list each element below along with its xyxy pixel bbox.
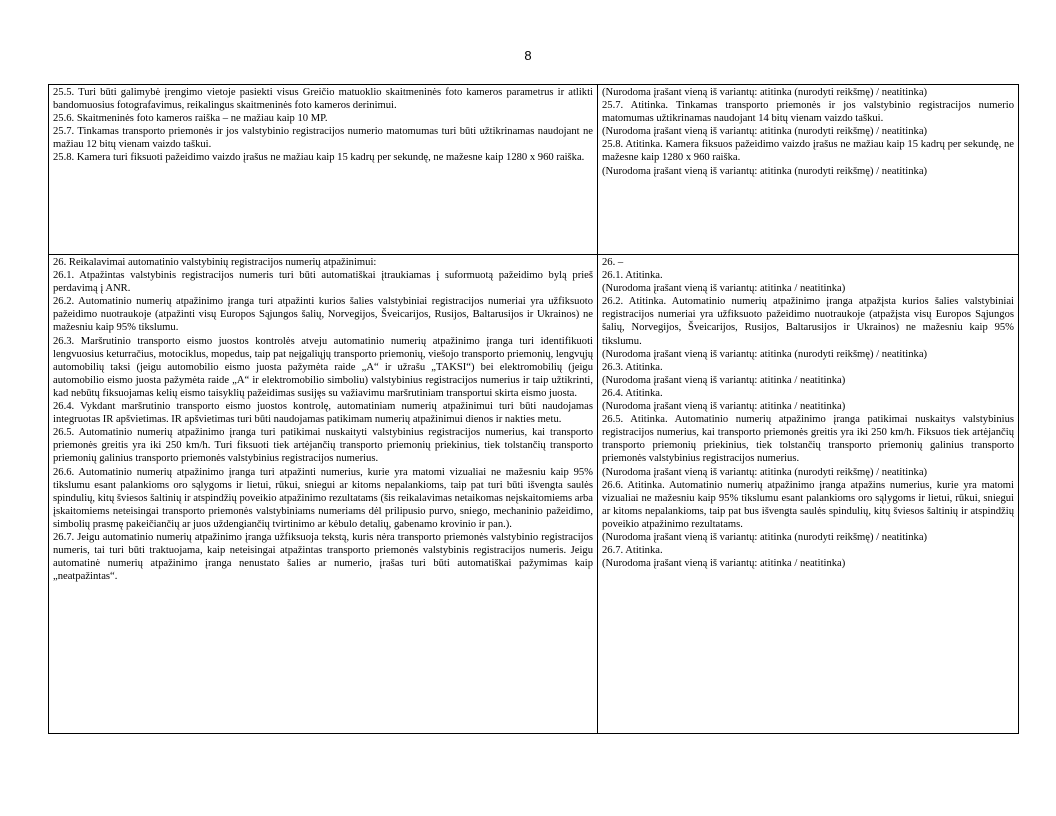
paragraph: 26.3. Maršrutinio transporto eismo juostos kontrolės atveju automatinio numerių atpažinimo įranga turi identifikuoti lengvuosius keturračius, motociklus, mopedus, taip pat neįgaliųjų transporto priemonių, viešojo transporto priemonių, lengvųjų automobilių taksi (jeigu automobilio eismo juosta pažymėta raide „A“ ir užrašu „TAKSI“) bei elektromobilių (jeigu automobilio eismo juosta pažymėta raide „A“ ir elektromobilio simboliu) valstybinius registracijos numerius ir taip užtikrinti, kad nebūtų fiksuojamas kelių eismo taisyklių pažeidimas susijęs su važiavimu maršrutiniam transportui skirta eismo juosta. — [53, 335, 593, 399]
paragraph: 26. – — [602, 257, 624, 268]
paragraph: (Nurodoma įrašant vieną iš variantų: atitinka (nurodyti reikšmę) / neatitinka) — [602, 126, 928, 138]
paragraph: (Nurodoma įrašant vieną iš variantų: atitinka / neatitinka) — [602, 283, 846, 295]
paragraph: 25.6. Skaitmeninės foto kameros raiška – ne mažiau kaip 10 MP. — [53, 113, 328, 125]
paragraph: 26.3. Atitinka. — [602, 361, 663, 373]
table-row — [49, 255, 1019, 734]
paragraph: 26.7. Jeigu automatinio numerių atpažinimo įranga užfiksuoja tekstą, kuris nėra transporto priemonės valstybinio registracijos numeris, tai turi būti traktuojama, kaip neteisingai atpažintas transporto priemonės valstybinis registracijos numeris. Jeigu automatinė numerių atpažinimo įranga nenustato šalies ar numerio, įrašas turi būti automatiškai pažymimas kaip „neatpažintas“. — [53, 531, 593, 583]
paragraph: 26. Reikalavimai automatinio valstybinių registracijos numerių atpažinimui: — [53, 257, 377, 268]
paragraph: 26.1. Atitinka. — [602, 270, 663, 282]
paragraph: 26.2. Automatinio numerių atpažinimo įranga turi atpažinti kurios šalies valstybiniai registracijos numeriai yra užfiksuoto pažeidimo nuotraukoje (atpažinti visų Europos Sąjungos šalių, Norvegijos, Šveicarijos, Rusijos, Baltarusijos ir Ukrainos) ne mažesniu kaip 95% tikslumu. — [53, 296, 593, 334]
paragraph: 26.4. Vykdant maršrutinio transporto eismo juostos kontrolę, automatiniam numerių atpažinimui turi būti naudojamas integruotas IR apšvietimas. IR apšvietimas turi būti naudojamas patikimam numerių atpažinimui dienos ir nakties metu. — [53, 401, 593, 426]
paragraph: 26.4. Atitinka. — [602, 387, 663, 399]
paragraph: 26.7. Atitinka. — [602, 545, 663, 557]
paragraph: 25.8. Atitinka. Kamera fiksuos pažeidimo vaizdo įrašus ne mažiau kaip 15 kadrų per sekundę, ne mažesne kaip 1280 x 960 raiška. — [602, 139, 1014, 164]
paragraph: 25.8. Kamera turi fiksuoti pažeidimo vaizdo įrašus ne mažiau kaip 15 kadrų per sekundę, ne mažesne kaip 1280 x 960 raiška. — [53, 152, 585, 164]
paragraph: 26.5. Automatinio numerių atpažinimo įranga turi patikimai nuskaityti valstybinius registracijos numerius, kai transporto priemonės greitis yra iki 250 km/h. Turi fiksuoti tiek artėjančių transporto priemonių priekinius, tiek tolstančių transporto priemonių galinius transporto priemonės valstybinius registracijos numerius. — [53, 427, 593, 465]
paragraph: (Nurodoma įrašant vieną iš variantų: atitinka / neatitinka) — [602, 401, 846, 413]
paragraph: (Nurodoma įrašant vieną iš variantų: atitinka (nurodyti reikšmę) / neatitinka) — [602, 531, 928, 543]
paragraph: (Nurodoma įrašant vieną iš variantų: atitinka (nurodyti reikšmę) / neatitinka) — [602, 87, 928, 98]
paragraph: (Nurodoma įrašant vieną iš variantų: atitinka / neatitinka) — [602, 558, 846, 570]
paragraph: (Nurodoma įrašant vieną iš variantų: atitinka (nurodyti reikšmę) / neatitinka) — [602, 348, 928, 360]
compliance-cell — [598, 85, 1019, 255]
paragraph: 26.5. Atitinka. Automatinio numerių atpažinimo įranga patikimai nuskaitys valstybinius registracijos numerius, kai transporto priemonės greitis yra iki 250 km/h. Fiksuos tiek artėjančių transporto priemonių priekinius, tiek tolstančių transporto priemonių galinius transporto priemonės valstybinius registracijos numerius. — [602, 414, 1014, 465]
table-row — [49, 85, 1019, 255]
paragraph: 25.5. Turi būti galimybė įrengimo vietoje pasiekti visus Greičio matuoklio skaitmeninės foto kameros parametrus ir atlikti bandomuosius fotografavimus, reikalingus skaitmeninės foto kameros derinimui. — [53, 87, 593, 112]
paragraph: 26.6. Automatinio numerių atpažinimo įranga turi atpažinti numerius, kurie yra matomi vizualiai ne mažesniu kaip 95% tikslumu esant palankioms oro sąlygoms ir lietui, rūkui, sniegui ar kitoms nepalankioms, taip pat turi būti išvengta saulės spindulių, kitų šviesos šaltinių ir atspindžių poveikio atpažinimo rezultatams (šis reikalavimas netaikomas neįskaitomiems arba įskaitomiems neteisingai transporto priemonės valstybiniams numeriams dėl prilipusio purvo, sniego, mechaninio pažeidimo, simbolių prasmę pakeičiančių ar juos uždengiančių tvirtinimo ar kėbulo detalių, gabenamo krovinio ir pan.). — [53, 466, 593, 530]
paragraph: 25.7. Tinkamas transporto priemonės ir jos valstybinio registracijos numerio matomumas turi būti užtikrinamas naudojant ne mažiau 12 bitų vienam vaizdo taškui. — [53, 126, 593, 151]
paragraph: 26.2. Atitinka. Automatinio numerių atpažinimo įranga atpažįsta kurios šalies valstybiniai registracijos numeriai yra užfiksuoto pažeidimo nuotraukoje (atpažįsta visų Europos Sąjungos šalių, Norvegijos, Šveicarijos, Rusijos, Baltarusijos ir Ukrainos) ne mažesniu kaip 95% tikslumu. — [602, 296, 1014, 347]
requirements-cell — [49, 85, 598, 255]
compliance-cell — [598, 255, 1019, 734]
paragraph: 26.1. Atpažintas valstybinis registracijos numeris turi būti automatiškai įtraukiamas į suformuotą pažeidimo bylą prieš perdavimą į ANR. — [53, 270, 593, 295]
paragraph: (Nurodoma įrašant vieną iš variantų: atitinka / neatitinka) — [602, 374, 846, 386]
page-number: 8 — [524, 48, 532, 63]
requirements-cell — [49, 255, 598, 734]
paragraph: (Nurodoma įrašant vieną iš variantų: atitinka (nurodyti reikšmę) / neatitinka) — [602, 466, 928, 478]
paragraph: 26.6. Atitinka. Automatinio numerių atpažinimo įranga atpažins numerius, kurie yra matomi vizualiai ne mažesniu kaip 95% tikslumu esant palankioms oro sąlygoms ir lietui, rūkui, sniegui ar kitoms nepalankioms, taip pat bus išvengta saulės spindulių, kitų šviesos šaltinių ir atspindžių poveikio atpažinimo rezultatams. — [602, 479, 1014, 530]
paragraph: 25.7. Atitinka. Tinkamas transporto priemonės ir jos valstybinio registracijos numerio matomumas užtikrinamas naudojant 14 bitų vienam vaizdo taškui. — [602, 100, 1014, 125]
requirements-table — [48, 84, 1019, 734]
paragraph: (Nurodoma įrašant vieną iš variantų: atitinka (nurodyti reikšmę) / neatitinka) — [602, 165, 928, 177]
